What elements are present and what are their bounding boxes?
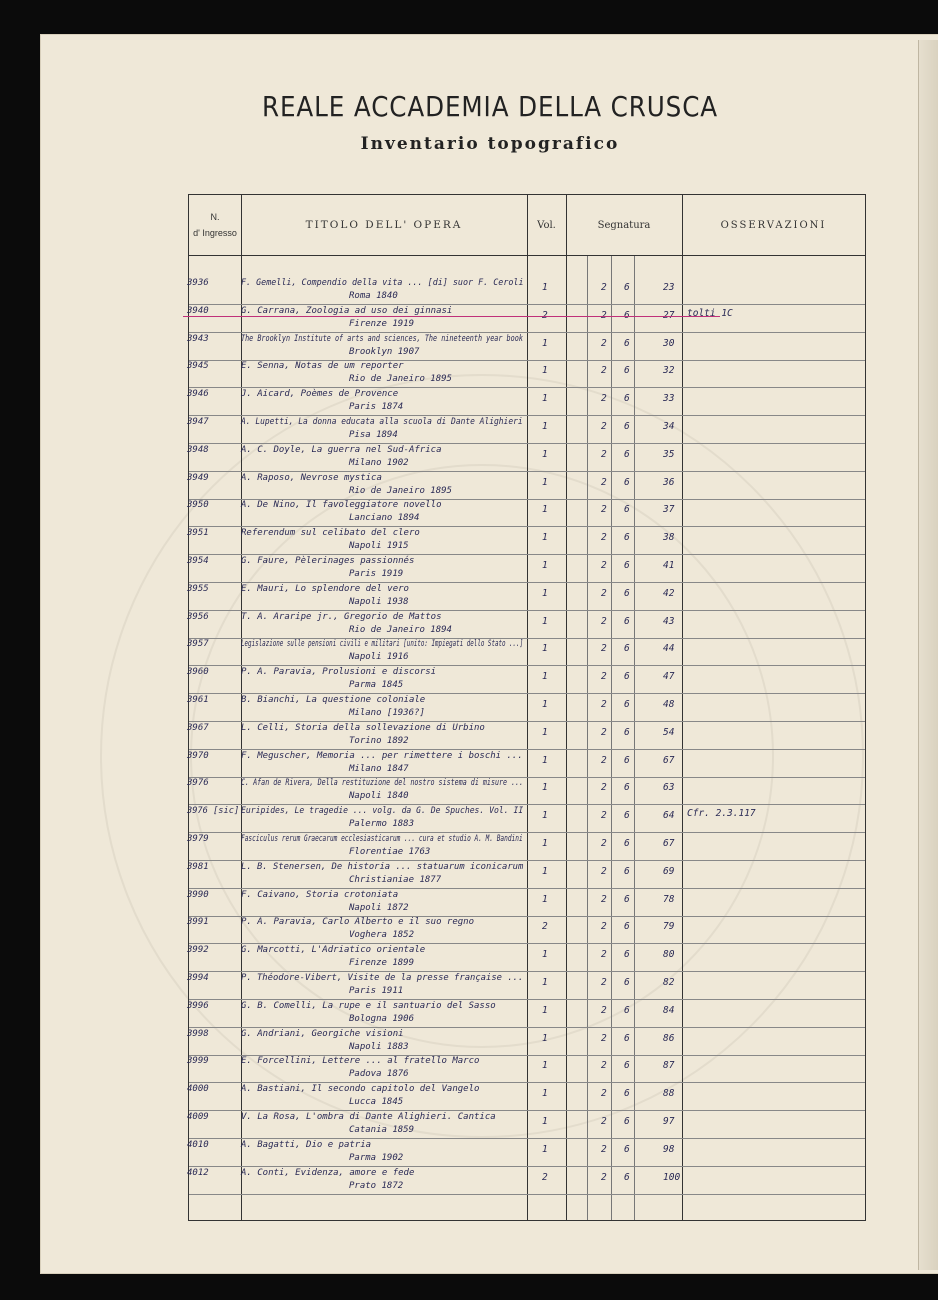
volume-count: 1 xyxy=(542,782,548,794)
shelfmark-part: 6 xyxy=(624,1143,630,1155)
shelfmark-part: 6 xyxy=(624,1088,630,1100)
volume-count: 1 xyxy=(542,643,548,655)
shelfmark-part: 2 xyxy=(601,754,607,766)
publication-place-year: Napoli 1840 xyxy=(349,791,409,802)
table-row xyxy=(189,694,865,722)
entry-number: 3998 xyxy=(187,1028,209,1039)
shelfmark-part: 35 xyxy=(663,448,675,460)
shelfmark-part: 32 xyxy=(663,365,675,377)
row-rule xyxy=(189,1194,865,1195)
shelfmark-part: 2 xyxy=(601,643,607,655)
volume-count: 1 xyxy=(542,337,548,349)
shelfmark-part: 6 xyxy=(624,810,630,822)
entry-number: 3949 xyxy=(187,472,209,483)
shelfmark-part: 2 xyxy=(601,699,607,710)
shelfmark-part: 2 xyxy=(601,1060,607,1072)
volume-count: 1 xyxy=(542,671,548,683)
publication-place-year: Palermo 1883 xyxy=(349,819,415,830)
book-title: T. A. Araripe jr., Gregorio de Mattos xyxy=(241,611,442,622)
table-row xyxy=(189,805,865,833)
publication-place-year: Napoli 1916 xyxy=(349,652,409,663)
volume-count: 1 xyxy=(542,560,548,571)
entry-number: 4012 xyxy=(187,1167,209,1178)
publication-place-year: Bologna 1906 xyxy=(349,1013,415,1024)
publication-place-year: Voghera 1852 xyxy=(349,930,415,941)
shelfmark-part: 100 xyxy=(663,1171,681,1183)
entry-number: 3979 xyxy=(187,834,209,844)
book-title: Referendum sul celibato del clero xyxy=(241,528,420,539)
publication-place-year: Napoli 1883 xyxy=(349,1041,409,1052)
shelfmark-part: 41 xyxy=(663,560,675,571)
entry-number: 3981 xyxy=(187,861,209,872)
shelfmark-part: 6 xyxy=(624,893,630,905)
publication-place-year: Firenze 1919 xyxy=(349,318,415,329)
volume-count: 1 xyxy=(542,754,548,766)
book-title: A. Lupetti, La donna educata alla scuola di Dante Alighieri xyxy=(241,417,523,427)
table-row xyxy=(189,583,865,611)
table-row xyxy=(189,611,865,639)
header-rule xyxy=(189,255,865,256)
shelfmark-part: 2 xyxy=(601,1032,607,1044)
observation-note: tolti 1C xyxy=(687,307,733,319)
table-row xyxy=(189,666,865,694)
volume-count: 1 xyxy=(542,421,548,432)
volume-count: 1 xyxy=(542,810,548,822)
shelfmark-part: 33 xyxy=(663,393,675,405)
book-title: A. De Nino, Il favoleggiatore novello xyxy=(241,500,442,511)
book-title: A. C. Doyle, La guerra nel Sud-Africa xyxy=(241,444,442,455)
publication-place-year: Paris 1911 xyxy=(349,986,404,996)
publication-place-year: Milano 1847 xyxy=(349,763,409,774)
volume-count: 1 xyxy=(542,393,548,405)
book-title: C. Afan de Rivera, Della restituzione del nostro sistema di misure ... xyxy=(241,778,524,789)
shelfmark-part: 6 xyxy=(624,865,630,877)
table-row xyxy=(189,1055,865,1083)
table-row xyxy=(189,388,865,416)
entry-number: 3990 xyxy=(187,889,209,900)
table-row xyxy=(189,360,865,388)
publication-place-year: Napoli 1938 xyxy=(349,596,409,607)
book-title: The Brooklyn Institute of arts and sciences, The nineteenth year book xyxy=(241,333,523,344)
shelfmark-part: 2 xyxy=(601,393,607,405)
shelfmark-part: 6 xyxy=(624,448,630,460)
entry-number: 3994 xyxy=(187,973,209,983)
publication-place-year: Napoli 1872 xyxy=(349,902,409,913)
entry-number: 3951 xyxy=(187,528,209,539)
shelfmark-part: 48 xyxy=(663,699,675,710)
table-row xyxy=(189,861,865,889)
entry-number: 3936 xyxy=(187,278,209,288)
publication-place-year: Brooklyn 1907 xyxy=(349,346,420,357)
entry-number: 4009 xyxy=(187,1112,209,1122)
publication-place-year: Rio de Janeiro 1894 xyxy=(349,624,452,635)
volume-count: 1 xyxy=(542,865,548,877)
shelfmark-part: 69 xyxy=(663,865,675,877)
volume-count: 1 xyxy=(542,282,548,293)
shelfmark-part: 2 xyxy=(601,1116,607,1127)
strikethrough-line xyxy=(183,316,720,317)
publication-place-year: Torino 1892 xyxy=(349,735,409,746)
table-row xyxy=(189,444,865,472)
shelfmark-part: 6 xyxy=(624,393,630,405)
book-title: G. Andriani, Georgiche visioni xyxy=(241,1028,404,1039)
shelfmark-part: 38 xyxy=(663,532,675,544)
shelfmark-part: 6 xyxy=(624,309,630,321)
table-row xyxy=(189,277,865,305)
shelfmark-part: 2 xyxy=(601,977,607,988)
next-page-edge xyxy=(918,40,938,1270)
book-title: F. Meguscher, Memoria ... per rimettere i boschi ... xyxy=(241,750,523,761)
entry-number: 3961 xyxy=(187,695,209,705)
publication-place-year: Rio de Janeiro 1895 xyxy=(349,485,452,496)
entry-number: 3948 xyxy=(187,444,209,455)
publication-place-year: Firenze 1899 xyxy=(349,958,415,969)
book-title: G. Faure, Pèlerinages passionnés xyxy=(241,556,415,566)
shelfmark-part: 2 xyxy=(601,337,607,349)
entry-number: 3991 xyxy=(187,917,209,928)
volume-count: 1 xyxy=(542,1060,548,1072)
publication-place-year: Christianiae 1877 xyxy=(349,874,442,885)
shelfmark-part: 6 xyxy=(624,782,630,794)
volume-count: 1 xyxy=(542,1032,548,1044)
shelfmark-part: 2 xyxy=(601,1088,607,1100)
shelfmark-part: 43 xyxy=(663,615,675,627)
shelfmark-part: 6 xyxy=(624,699,630,710)
table-row xyxy=(189,1000,865,1028)
shelfmark-part: 6 xyxy=(624,337,630,349)
shelfmark-part: 6 xyxy=(624,671,630,683)
shelfmark-part: 2 xyxy=(601,532,607,544)
book-title: L. Celli, Storia della sollevazione di Urbino xyxy=(241,722,485,733)
shelfmark-part: 2 xyxy=(601,282,607,293)
shelfmark-part: 27 xyxy=(663,309,675,321)
book-title: F. Caivano, Storia crotoniata xyxy=(241,889,399,900)
shelfmark-part: 2 xyxy=(601,560,607,571)
publication-place-year: Milano 1902 xyxy=(349,457,409,468)
shelfmark-part: 6 xyxy=(624,532,630,544)
shelfmark-part: 34 xyxy=(663,421,675,432)
volume-count: 1 xyxy=(542,587,548,599)
publication-place-year: Pisa 1894 xyxy=(349,430,398,440)
shelfmark-part: 6 xyxy=(624,726,630,738)
volume-count: 2 xyxy=(542,921,548,933)
entry-number: 3946 xyxy=(187,389,209,400)
shelfmark-part: 84 xyxy=(663,1004,675,1016)
table-row xyxy=(189,499,865,527)
shelfmark-part: 6 xyxy=(624,587,630,599)
shelfmark-part: 2 xyxy=(601,671,607,683)
table-row xyxy=(189,638,865,666)
publication-place-year: Paris 1874 xyxy=(349,402,404,413)
table-row xyxy=(189,1139,865,1167)
shelfmark-part: 6 xyxy=(624,282,630,293)
book-title: J. Aicard, Poèmes de Provence xyxy=(241,389,399,400)
entry-number: 3947 xyxy=(187,417,209,427)
shelfmark-part: 88 xyxy=(663,1088,675,1100)
shelfmark-part: 37 xyxy=(663,504,675,516)
book-title: B. Bianchi, La questione coloniale xyxy=(241,695,426,705)
book-title: Fasciculus rerum Graecarum ecclesiasticarum ... cura et studio A. M. Bandini xyxy=(241,834,523,844)
volume-count: 1 xyxy=(542,615,548,627)
book-title: L. B. Stenersen, De historia ... statuarum iconicarum xyxy=(241,861,524,872)
book-title: A. Raposo, Nevrose mystica xyxy=(241,472,382,483)
shelfmark-part: 2 xyxy=(601,448,607,460)
entry-number: 3945 xyxy=(187,361,209,372)
entry-number: 3956 xyxy=(187,611,209,622)
header-entry-number-line1: N. xyxy=(210,212,220,222)
shelfmark-part: 6 xyxy=(624,365,630,377)
book-title: G. Marcotti, L'Adriatico orientale xyxy=(241,945,426,956)
shelfmark-part: 6 xyxy=(624,977,630,988)
publication-place-year: Parma 1845 xyxy=(349,680,404,691)
entry-number: 4000 xyxy=(187,1084,209,1095)
observation-note: Cfr. 2.3.117 xyxy=(687,808,756,820)
shelfmark-part: 47 xyxy=(663,671,675,683)
volume-count: 1 xyxy=(542,365,548,377)
publication-place-year: Lucca 1845 xyxy=(349,1097,404,1108)
publication-place-year: Florentiae 1763 xyxy=(349,847,431,857)
header-shelfmark: Segnatura xyxy=(597,219,651,231)
header-observations: OSSERVAZIONI xyxy=(720,219,827,231)
shelfmark-part: 44 xyxy=(663,643,675,655)
shelfmark-part: 6 xyxy=(624,949,630,961)
shelfmark-part: 2 xyxy=(601,476,607,488)
volume-count: 2 xyxy=(542,1171,548,1183)
table-row xyxy=(189,1167,865,1195)
shelfmark-part: 6 xyxy=(624,1060,630,1072)
publication-place-year: Roma 1840 xyxy=(349,291,398,301)
shelfmark-part: 2 xyxy=(601,365,607,377)
entry-number: 3950 xyxy=(187,500,209,511)
shelfmark-part: 6 xyxy=(624,560,630,571)
shelfmark-part: 6 xyxy=(624,1116,630,1127)
book-title: E. Senna, Notas de um reporter xyxy=(241,361,404,372)
shelfmark-part: 2 xyxy=(601,865,607,877)
shelfmark-part: 2 xyxy=(601,782,607,794)
volume-count: 1 xyxy=(542,504,548,516)
shelfmark-part: 86 xyxy=(663,1032,675,1044)
entry-number: 3970 xyxy=(187,750,209,761)
shelfmark-part: 2 xyxy=(601,949,607,961)
shelfmark-part: 2 xyxy=(601,726,607,738)
shelfmark-part: 36 xyxy=(663,476,675,488)
table-row xyxy=(189,722,865,750)
entry-number: 3996 xyxy=(187,1000,209,1011)
shelfmark-part: 82 xyxy=(663,977,675,988)
publication-place-year: Lanciano 1894 xyxy=(349,513,420,524)
shelfmark-part: 2 xyxy=(601,504,607,516)
publication-place-year: Padova 1876 xyxy=(349,1069,409,1080)
shelfmark-part: 64 xyxy=(663,810,675,822)
volume-count: 1 xyxy=(542,949,548,961)
book-title: A. Bastiani, Il secondo capitolo del Vangelo xyxy=(241,1084,480,1095)
inventory-table xyxy=(188,194,866,1221)
entry-number: 3954 xyxy=(187,556,209,566)
table-row xyxy=(189,833,865,861)
entry-number: 3957 xyxy=(187,639,209,650)
shelfmark-part: 2 xyxy=(601,615,607,627)
book-title: F. Gemelli, Compendio della vita ... [di] suor F. Ceroli xyxy=(241,278,524,288)
shelfmark-part: 6 xyxy=(624,838,630,849)
shelfmark-part: 6 xyxy=(624,1032,630,1044)
entry-number: 3960 xyxy=(187,667,209,678)
volume-count: 2 xyxy=(542,309,548,321)
shelfmark-part: 6 xyxy=(624,504,630,516)
entry-number: 3992 xyxy=(187,945,209,956)
shelfmark-part: 67 xyxy=(663,838,675,849)
header-entry-number xyxy=(189,195,241,255)
volume-count: 1 xyxy=(542,699,548,710)
book-title: E. Forcellini, Lettere ... al fratello Marco xyxy=(241,1056,480,1067)
header-volume: Vol. xyxy=(537,219,556,231)
table-row xyxy=(189,305,865,333)
shelfmark-part: 6 xyxy=(624,476,630,488)
shelfmark-part: 2 xyxy=(601,921,607,933)
shelfmark-part: 6 xyxy=(624,421,630,432)
publication-place-year: Paris 1919 xyxy=(349,569,404,579)
shelfmark-part: 6 xyxy=(624,643,630,655)
volume-count: 1 xyxy=(542,838,548,849)
shelfmark-part: 2 xyxy=(601,587,607,599)
book-title: P. Théodore-Vibert, Visite de la presse française ... xyxy=(241,973,524,983)
table-row xyxy=(189,916,865,944)
table-row xyxy=(189,1111,865,1139)
table-row xyxy=(189,777,865,805)
table-row xyxy=(189,1083,865,1111)
header-title: TITOLO DELL' OPERA xyxy=(305,219,463,231)
publication-place-year: Rio de Janeiro 1895 xyxy=(349,374,452,385)
shelfmark-part: 2 xyxy=(601,309,607,321)
shelfmark-part: 97 xyxy=(663,1116,675,1127)
book-title: A. Conti, Evidenza, amore e fede xyxy=(241,1167,415,1178)
book-title: Legislazione sulle pensioni civili e militari [unito: Impiegati dello Stato ...] xyxy=(241,639,524,650)
book-title: E. Mauri, Lo splendore del vero xyxy=(241,583,409,594)
volume-count: 1 xyxy=(542,448,548,460)
book-title: P. A. Paravia, Carlo Alberto e il suo regno xyxy=(241,917,474,928)
volume-count: 1 xyxy=(542,532,548,544)
page-subtitle: Inventario topografico xyxy=(360,134,620,154)
shelfmark-part: 6 xyxy=(624,754,630,766)
publication-place-year: Prato 1872 xyxy=(349,1180,404,1191)
shelfmark-part: 79 xyxy=(663,921,675,933)
shelfmark-part: 2 xyxy=(601,893,607,905)
shelfmark-part: 23 xyxy=(663,282,675,293)
publication-place-year: Milano [1936?] xyxy=(349,708,425,718)
shelfmark-part: 80 xyxy=(663,949,675,961)
table-row xyxy=(189,972,865,1000)
table-row xyxy=(189,472,865,500)
table-row xyxy=(189,527,865,555)
shelfmark-part: 6 xyxy=(624,1171,630,1183)
table-row xyxy=(189,1028,865,1056)
table-row xyxy=(189,750,865,778)
shelfmark-part: 2 xyxy=(601,1171,607,1183)
entry-number: 3967 xyxy=(187,722,209,733)
book-title: P. A. Paravia, Prolusioni e discorsi xyxy=(241,667,437,678)
shelfmark-part: 2 xyxy=(601,1004,607,1016)
shelfmark-part: 2 xyxy=(601,1143,607,1155)
entry-number: 3999 xyxy=(187,1056,209,1067)
book-title: G. Carrana, Zoologia ad uso dei ginnasi xyxy=(241,305,453,316)
volume-count: 1 xyxy=(542,1116,548,1127)
shelfmark-part: 6 xyxy=(624,615,630,627)
volume-count: 1 xyxy=(542,1088,548,1100)
table-row xyxy=(189,944,865,972)
shelfmark-part: 78 xyxy=(663,893,675,905)
table-row xyxy=(189,333,865,361)
shelfmark-part: 42 xyxy=(663,587,675,599)
shelfmark-part: 63 xyxy=(663,782,675,794)
publication-place-year: Catania 1859 xyxy=(349,1125,415,1135)
shelfmark-part: 30 xyxy=(663,337,675,349)
shelfmark-part: 54 xyxy=(663,726,675,738)
header-entry-number-line2: d' Ingresso xyxy=(193,228,237,238)
volume-count: 1 xyxy=(542,726,548,738)
volume-count: 1 xyxy=(542,1143,548,1155)
entry-number: 3943 xyxy=(187,333,209,344)
entry-number: 3976 xyxy=(187,778,209,789)
volume-count: 1 xyxy=(542,1004,548,1016)
shelfmark-part: 98 xyxy=(663,1143,675,1155)
volume-count: 1 xyxy=(542,476,548,488)
table-row xyxy=(189,416,865,444)
volume-count: 1 xyxy=(542,893,548,905)
shelfmark-part: 6 xyxy=(624,1004,630,1016)
shelfmark-part: 2 xyxy=(601,838,607,849)
book-title: Euripides, Le tragedie ... volg. da G. De Spuches. Vol. II xyxy=(241,806,524,817)
page-title: REALE ACCADEMIA DELLA CRUSCA xyxy=(261,90,719,123)
book-title: V. La Rosa, L'ombra di Dante Alighieri. Cantica xyxy=(241,1112,496,1122)
book-title: G. B. Comelli, La rupe e il santuario del Sasso xyxy=(241,1000,496,1011)
table-row xyxy=(189,555,865,583)
shelfmark-part: 67 xyxy=(663,754,675,766)
shelfmark-part: 87 xyxy=(663,1060,675,1072)
entry-number: 3955 xyxy=(187,583,209,594)
shelfmark-part: 6 xyxy=(624,921,630,933)
book-title: A. Bagatti, Dio e patria xyxy=(241,1139,372,1150)
entry-number: 3940 xyxy=(187,305,209,316)
volume-count: 1 xyxy=(542,977,548,988)
entry-number: 3976 [sic] xyxy=(187,806,240,817)
table-row xyxy=(189,889,865,917)
entry-number: 4010 xyxy=(187,1139,209,1150)
ledger-page xyxy=(40,34,938,1274)
publication-place-year: Parma 1902 xyxy=(349,1152,404,1163)
shelfmark-part: 2 xyxy=(601,810,607,822)
publication-place-year: Napoli 1915 xyxy=(349,541,409,552)
shelfmark-part: 2 xyxy=(601,421,607,432)
